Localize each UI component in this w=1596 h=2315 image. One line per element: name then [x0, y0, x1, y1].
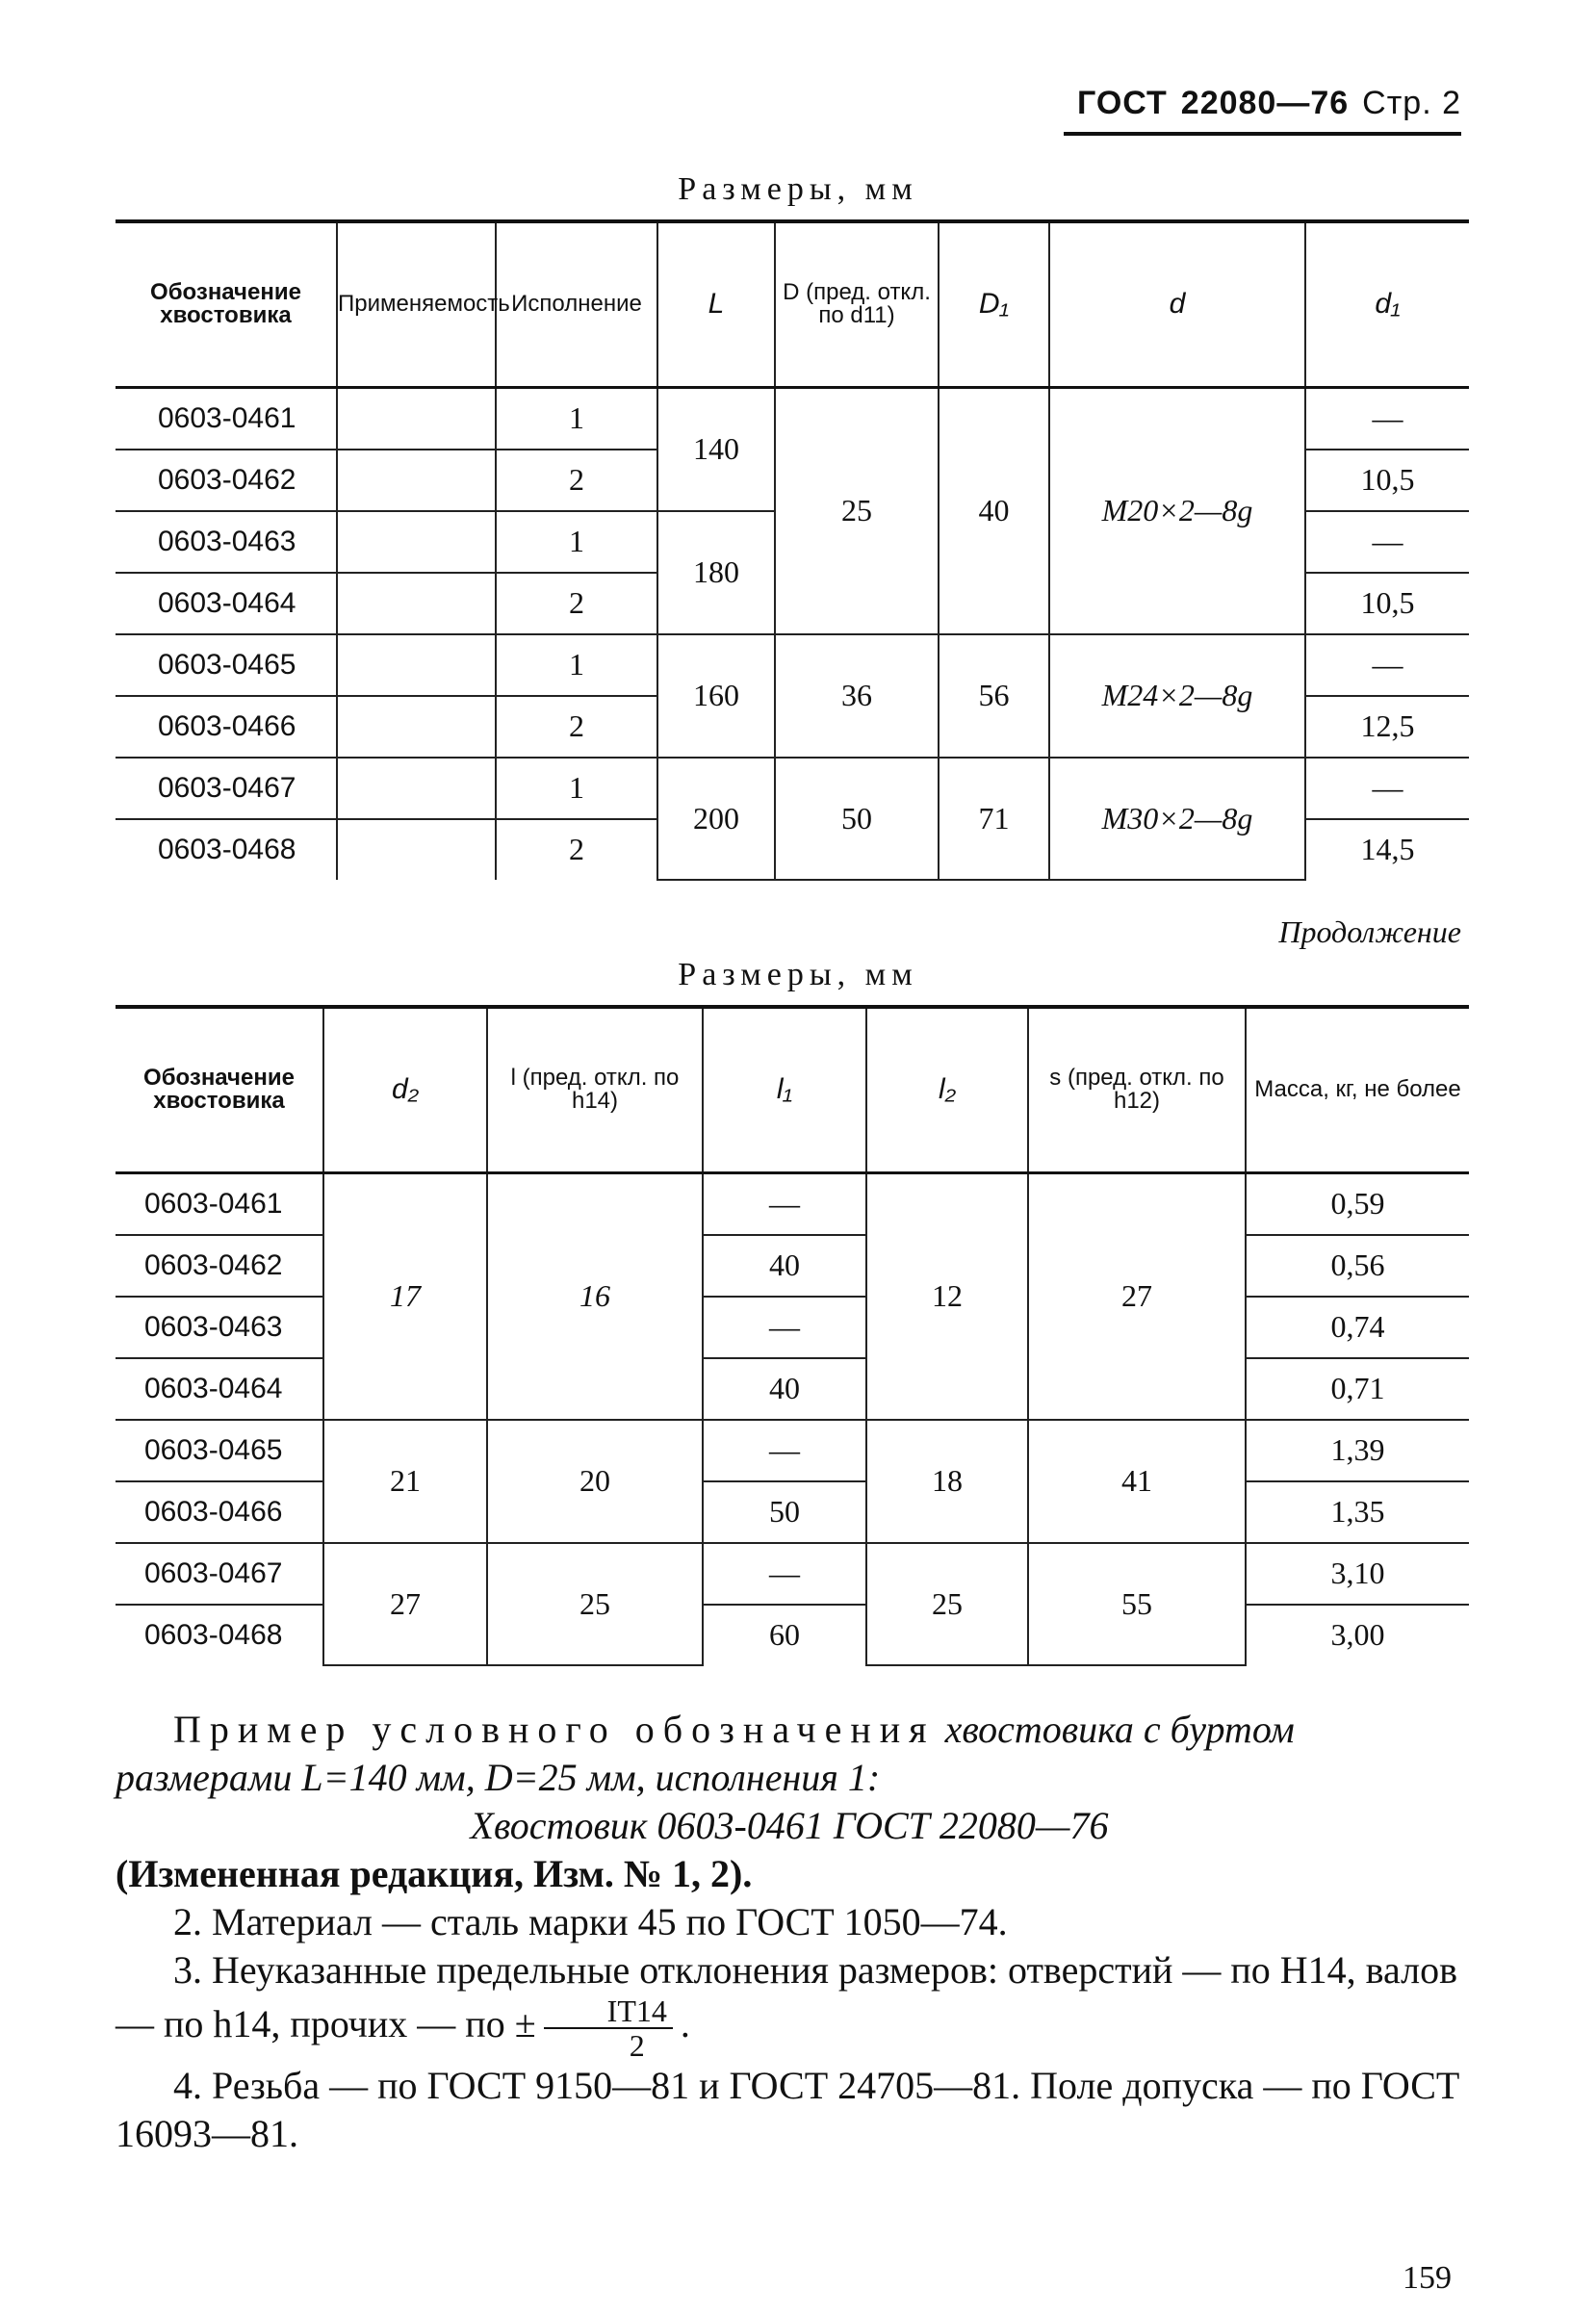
fraction-numerator: IT14: [544, 1994, 673, 2029]
col-s: s (пред. откл. по h12): [1028, 1007, 1246, 1172]
table-row: [116, 1481, 1469, 1543]
dimensions-table-1: [116, 219, 1469, 881]
table-row: [116, 387, 1469, 450]
mass-cell: 0,71: [1246, 1358, 1469, 1420]
d1-cell: 10,5: [1305, 450, 1469, 511]
mass-cell: 0,74: [1246, 1297, 1469, 1358]
applicability-cell: [337, 696, 496, 758]
applicability-cell: [337, 819, 496, 880]
col-d: d: [1049, 221, 1305, 387]
s-cell: 41: [1028, 1420, 1246, 1543]
version-cell: 2: [496, 573, 657, 634]
l-cell: 25: [487, 1543, 703, 1665]
fraction-denominator: 2: [629, 2028, 645, 2063]
note-tolerances-end: .: [680, 2002, 690, 2046]
s-cell: 55: [1028, 1543, 1246, 1665]
mass-cell: 3,10: [1246, 1543, 1469, 1605]
l1-cell: —: [703, 1543, 866, 1605]
table-row: [116, 1297, 1469, 1358]
designation-cell: 0603-0465: [116, 634, 337, 696]
d2-cell: 27: [323, 1543, 487, 1665]
example-designation: Хвостовик 0603-0461 ГОСТ 22080—76: [470, 1804, 1109, 1847]
d1-cell: —: [1305, 758, 1469, 819]
L-cell: 200: [657, 758, 775, 880]
l1-cell: 40: [703, 1358, 866, 1420]
fraction: [544, 1994, 673, 2062]
gost-code: 22080—76: [1180, 85, 1350, 121]
table-row: [116, 1605, 1469, 1665]
D-cell: 25: [775, 387, 939, 634]
D1-cell: 56: [939, 634, 1049, 758]
col-designation: Обозначение хвостовика: [116, 1007, 323, 1172]
L-cell: 140: [657, 387, 775, 511]
version-cell: 2: [496, 819, 657, 880]
designation-cell: 0603-0466: [116, 696, 337, 758]
l1-cell: 40: [703, 1235, 866, 1297]
version-cell: 1: [496, 634, 657, 696]
designation-cell: 0603-0468: [144, 1618, 283, 1651]
table-row: [116, 1543, 1469, 1605]
version-cell: 1: [496, 758, 657, 819]
note-material: 2. Материал — сталь марки 45 по ГОСТ 1050—74.: [173, 1900, 1008, 1943]
d1-cell: —: [1305, 387, 1469, 450]
table-row: [116, 1172, 1469, 1235]
designation-cell: 0603-0464: [116, 573, 337, 634]
designation-cell: 0603-0466: [116, 1481, 323, 1543]
d1-cell: —: [1305, 511, 1469, 573]
designation-cell: 0603-0467: [116, 758, 337, 819]
note-tolerances: [116, 1946, 1463, 2062]
l-cell: 20: [487, 1420, 703, 1543]
designation-cell: 0603-0464: [116, 1358, 323, 1420]
l1-cell: —: [703, 1420, 866, 1481]
l1-cell: —: [703, 1297, 866, 1358]
col-designation: Обозначение хвостовика: [116, 221, 337, 387]
mass-cell: 1,39: [1246, 1420, 1469, 1481]
d1-cell: 12,5: [1305, 696, 1469, 758]
note-tolerances-text: 3. Неуказанные предельные отклонения размеров: отверстий — по H14, валов — по h14, прочих — по ±: [116, 1948, 1457, 2046]
D-cell: 36: [775, 634, 939, 758]
col-l1: l₁: [703, 1007, 866, 1172]
col-d1: d₁: [1305, 221, 1469, 387]
table-row: [116, 758, 1469, 819]
d-cell: M30×2—8g: [1049, 758, 1305, 880]
col-version: Исполнение: [496, 221, 657, 387]
applicability-cell: [337, 573, 496, 634]
L-cell: 180: [657, 511, 775, 634]
mass-cell: 0,56: [1246, 1235, 1469, 1297]
example-rest: хвостовика с буртом размерами L=140 мм, D=25 мм, исполнения 1:: [116, 1708, 1295, 1799]
designation-cell: 0603-0463: [116, 1297, 323, 1358]
col-l: l (пред. откл. по h14): [487, 1007, 703, 1172]
applicability-cell: [337, 511, 496, 573]
mass-cell: 1,35: [1246, 1481, 1469, 1543]
designation-cell: 0603-0461: [116, 1172, 323, 1235]
designation-cell: 0603-0465: [116, 1420, 323, 1481]
col-D: D (пред. откл. по d11): [775, 221, 939, 387]
d-cell: M24×2—8g: [1049, 634, 1305, 758]
page-header: [1064, 85, 1461, 136]
table-row: [116, 1358, 1469, 1420]
table1-caption: Размеры, мм: [678, 171, 918, 207]
designation-cell: 0603-0467: [116, 1543, 323, 1605]
d2-cell: 17: [323, 1172, 487, 1420]
applicability-cell: [337, 758, 496, 819]
page-number: 159: [1403, 2260, 1452, 2296]
d1-cell: 14,5: [1305, 819, 1469, 880]
s-cell: 27: [1028, 1172, 1246, 1420]
gost-label: ГОСТ: [1077, 85, 1168, 121]
d-cell: M20×2—8g: [1049, 387, 1305, 634]
mass-cell: 0,59: [1246, 1172, 1469, 1235]
d1-cell: —: [1305, 634, 1469, 696]
designation-cell: 0603-0462: [116, 450, 337, 511]
col-D1: D₁: [939, 221, 1049, 387]
D-cell: 50: [775, 758, 939, 880]
designation-example: [116, 1706, 1463, 2158]
table-row: [116, 634, 1469, 696]
note-thread: 4. Резьба — по ГОСТ 9150—81 и ГОСТ 24705—81. Поле допуска — по ГОСТ 16093—81.: [116, 2064, 1460, 2155]
continuation-label: Продолжение: [1278, 914, 1461, 949]
col-mass: Масса, кг, не более: [1246, 1007, 1469, 1172]
designation-cell: 0603-0461: [116, 387, 337, 450]
D1-cell: 71: [939, 758, 1049, 880]
d2-cell: 21: [323, 1420, 487, 1543]
version-cell: 2: [496, 696, 657, 758]
mass-cell: 3,00: [1246, 1605, 1469, 1665]
version-cell: 1: [496, 387, 657, 450]
l1-cell: —: [703, 1172, 866, 1235]
revision-note: (Измененная редакция, Изм. № 1, 2).: [116, 1852, 753, 1895]
l2-cell: 25: [866, 1543, 1028, 1665]
D1-cell: 40: [939, 387, 1049, 634]
l2-cell: 18: [866, 1420, 1028, 1543]
applicability-cell: [337, 450, 496, 511]
dimensions-table-2: [116, 1005, 1469, 1666]
table2-caption: Размеры, мм: [678, 957, 918, 992]
designation-cell: 0603-0468: [158, 833, 296, 865]
designation-cell: 0603-0463: [116, 511, 337, 573]
table-row: [116, 1420, 1469, 1481]
l2-cell: 12: [866, 1172, 1028, 1420]
l1-cell: 60: [703, 1605, 866, 1665]
l-cell: 16: [487, 1172, 703, 1420]
designation-cell: 0603-0462: [116, 1235, 323, 1297]
col-L: L: [657, 221, 775, 387]
d1-cell: 10,5: [1305, 573, 1469, 634]
L-cell: 160: [657, 634, 775, 758]
l1-cell: 50: [703, 1481, 866, 1543]
page-ref: Стр. 2: [1362, 85, 1461, 121]
applicability-cell: [337, 387, 496, 450]
version-cell: 2: [496, 450, 657, 511]
col-applicability: Применяемость: [337, 221, 496, 387]
example-lead: Пример условного обозначения: [173, 1708, 936, 1751]
applicability-cell: [337, 634, 496, 696]
col-d2: d₂: [323, 1007, 487, 1172]
col-l2: l₂: [866, 1007, 1028, 1172]
version-cell: 1: [496, 511, 657, 573]
table-row: [116, 1235, 1469, 1297]
